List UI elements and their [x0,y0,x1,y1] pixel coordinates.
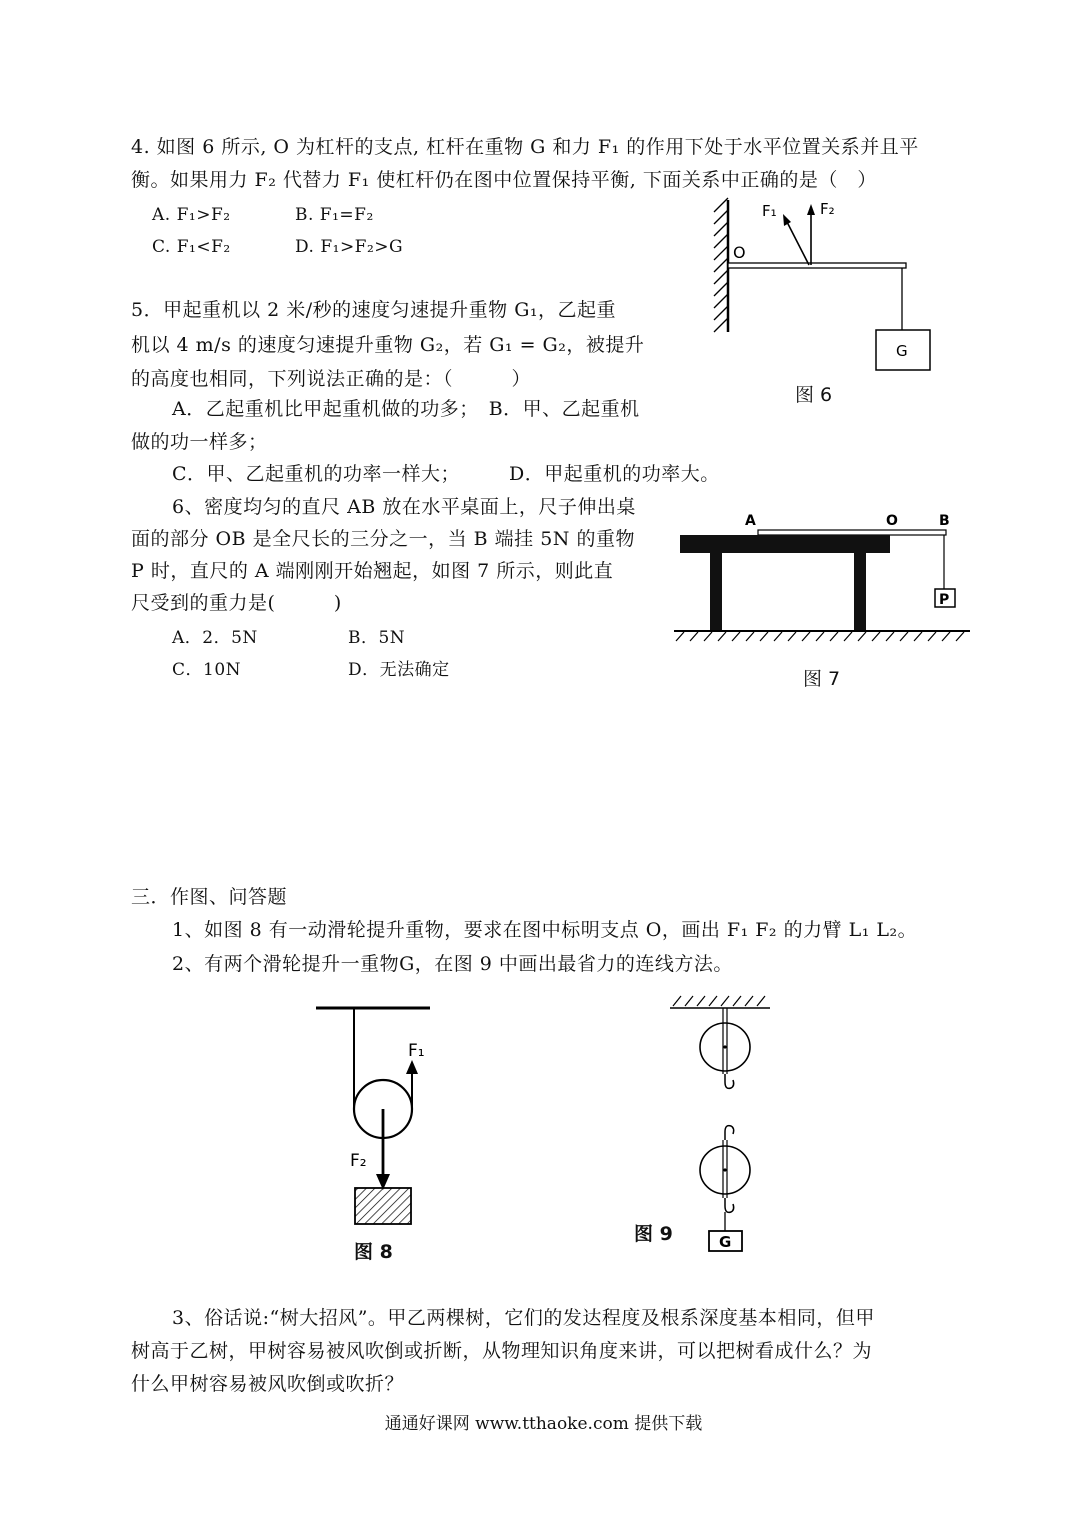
q6-line2: 面的部分 OB 是全尺长的三分之一，当 B 端挂 5N 的重物 [131,528,635,550]
fig6-caption: 图 6 [795,384,833,406]
section3-title: 三．作图、问答题 [131,886,288,908]
footer-text: 通通好课网 www.tthaoke.com 提供下载 [384,1414,703,1434]
q5-line3: 的高度也相同，下列说法正确的是：（ ） [131,368,532,390]
fig6-label-o: O [733,243,746,262]
fig7-label-o: O [886,513,898,529]
q4-option-d: D. F₁>F₂>G [295,237,404,257]
section3-item3-line1: 3、俗话说:“树大招风”。甲乙两棵树，它们的发达程度及根系深度基本相同，但甲 [172,1307,875,1329]
section3-item1: 1、如图 8 有一动滑轮提升重物，要求在图中标明支点 O，画出 F₁ F₂ 的力臂 L₁ L₂。 [172,919,918,941]
q6-line4: 尺受到的重力是( ) [131,592,342,614]
fig6-label-f1: F₁ [762,202,777,220]
q5-line4: A．乙起重机比甲起重机做的功多； B．甲、乙起重机 [172,398,640,420]
fig9-label-g: G [719,1233,732,1251]
section3-item3-line2: 树高于乙树，甲树容易被风吹倒或折断，从物理知识角度来讲，可以把树看成什么？为 [131,1340,873,1362]
q4-option-b: B. F₁=F₂ [295,205,374,225]
fig7-label-b: B [939,513,950,529]
q5-line6: C．甲、乙起重机的功率一样大； D．甲起重机的功率大。 [172,463,720,485]
q6-option-c: C．10N [172,660,242,680]
q4-option-a: A. F₁>F₂ [152,205,231,225]
figure-9-pulleys [665,990,775,1255]
q6-line3: P 时，直尺的 A 端刚刚开始翘起，如图 7 所示，则此直 [131,560,614,582]
fig8-label-f2: F₂ [350,1151,367,1171]
q6-option-a: A．2．5N [172,628,258,648]
fig7-label-p: P [939,592,950,608]
q5-line1: 5．甲起重机以 2 米/秒的速度匀速提升重物 G₁，乙起重 [131,299,616,321]
q6-line1: 6、密度均匀的直尺 AB 放在水平桌面上，尺子伸出桌 [172,496,636,518]
fig8-caption: 图 8 [354,1241,393,1263]
q4-option-c: C. F₁<F₂ [152,237,231,257]
fig6-label-f2: F₂ [820,200,835,218]
q5-line5: 做的功一样多； [131,431,268,453]
section3-item2: 2、有两个滑轮提升一重物G，在图 9 中画出最省力的连线方法。 [172,953,733,975]
fig9-caption: 图 9 [634,1223,673,1245]
section3-item3-line3: 什么甲树容易被风吹倒或吹折？ [131,1373,405,1395]
fig6-label-g: G [896,342,908,360]
fig8-label-f1: F₁ [408,1041,425,1061]
q4-line2: 衡。如果用力 F₂ 代替力 F₁ 使杠杆仍在图中位置保持平衡, 下面关系中正确的是（ ） [131,169,877,191]
q4-line1: 4. 如图 6 所示, O 为杠杆的支点, 杠杆在重物 G 和力 F₁ 的作用下处于水平位置关系并且平 [131,136,919,158]
q5-line2: 机以 4 m/s 的速度匀速提升重物 G₂，若 G₁ = G₂，被提升 [131,334,645,356]
fig7-label-a: A [745,513,756,529]
fig7-caption: 图 7 [803,668,841,690]
q6-option-d: D．无法确定 [348,660,450,680]
figure-7-table [672,505,977,650]
q6-option-b: B．5N [348,628,406,648]
figure-8-pulley [310,998,440,1230]
